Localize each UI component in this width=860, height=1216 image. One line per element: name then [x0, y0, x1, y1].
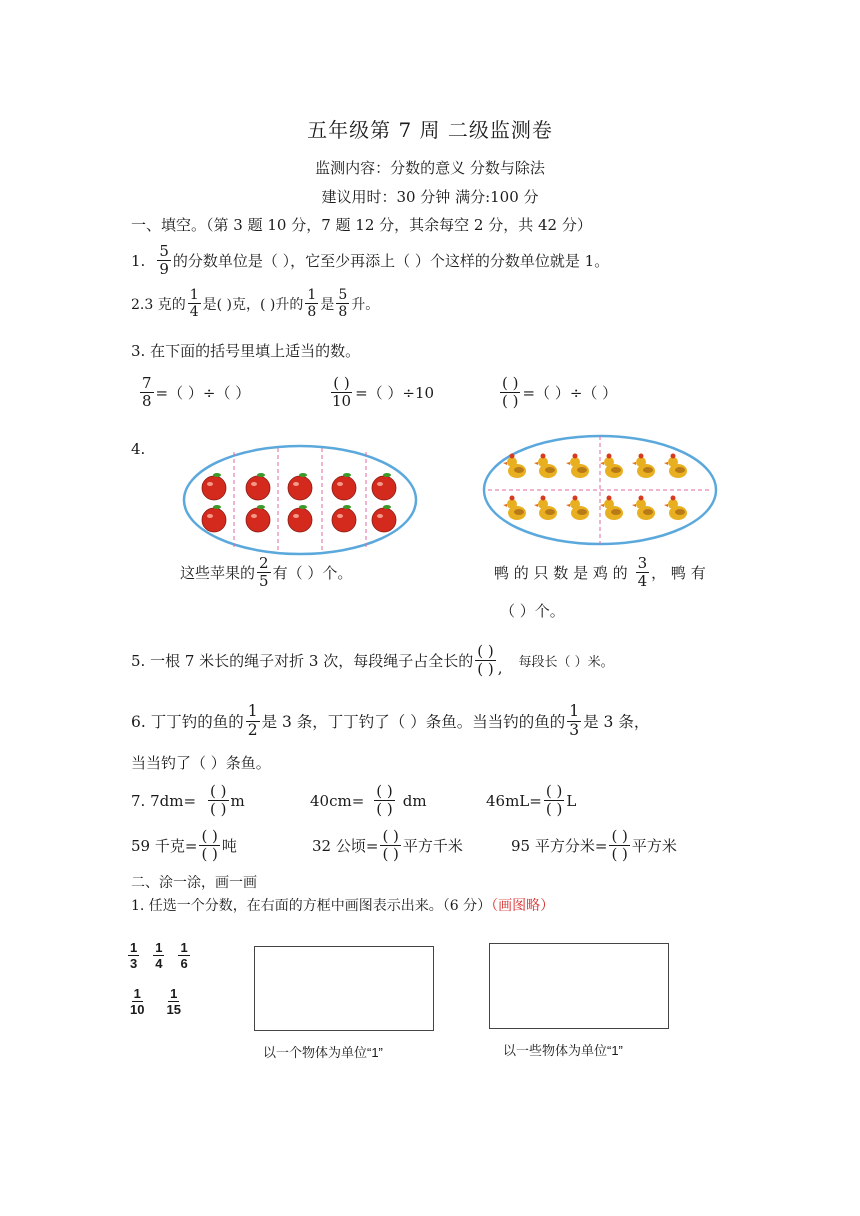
- q5-tail: 每段长（ ）米。: [518, 655, 614, 670]
- q3c-text: =（ ）÷（ ）: [522, 384, 618, 402]
- drawing-box-single[interactable]: [254, 946, 434, 1031]
- question-4-duck-answer: （ ）个。: [500, 602, 565, 620]
- fraction-choice: $\frac{1}{3}$: [130, 940, 138, 971]
- question-3a: [138, 376, 250, 409]
- drawing-box-single-label: 以一个物体为单位“1”: [263, 1045, 383, 1060]
- q2-f2-num: 1: [307, 287, 317, 303]
- q7-r2b-num: ( ): [382, 827, 399, 845]
- s2q1-note: （画图略）: [491, 898, 555, 914]
- q1-text: 的分数单位是（ ），它至少再添上（ ）个这样的分数单位就是 1。: [172, 252, 610, 270]
- q7-r2c-num: ( ): [611, 827, 628, 845]
- question-3c: [498, 376, 617, 409]
- question-3b: [328, 376, 434, 409]
- q7-r1a-num: ( ): [210, 782, 227, 800]
- q7-r1b-den: ( ): [376, 800, 393, 818]
- q7-r1b-unit: dm: [402, 791, 427, 810]
- q4-apple-a: 这些苹果的: [180, 564, 256, 582]
- q4-duck-den: 4: [637, 572, 648, 590]
- question-1: [131, 244, 609, 277]
- q2-part-c: 是: [320, 296, 335, 313]
- q5-den: ( ): [477, 660, 494, 678]
- question-3-heading: 3. 在下面的括号里填上适当的数。: [131, 342, 361, 360]
- q4-duck-a: 鸭 的 只 数 是 鸡 的: [494, 564, 628, 582]
- q2-fraction-2: [305, 288, 318, 319]
- q7-r2a-den: ( ): [201, 845, 218, 863]
- page-title: 五年级第 7 周 二级监测卷: [307, 118, 553, 142]
- q4-apple-den: 5: [259, 572, 269, 590]
- q3c-den: ( ): [502, 392, 519, 410]
- q3a-den: 8: [142, 392, 152, 410]
- q3b-den: 10: [332, 392, 352, 410]
- question-7-b: [310, 784, 427, 817]
- q6-c: 是 3 条，: [583, 713, 650, 731]
- q3a-text: =（ ）÷（ ）: [155, 384, 251, 402]
- q7-r1a: 7. 7dm=: [131, 791, 197, 810]
- q2-fraction-1: [188, 288, 201, 319]
- question-7-e: [312, 829, 463, 862]
- question-6: [131, 704, 649, 738]
- q4-apple-num: 2: [259, 554, 269, 572]
- fraction-choice: $\frac{1}{6}$: [180, 940, 188, 971]
- q3b-num: ( ): [333, 374, 350, 392]
- q5-text: 5. 一根 7 米长的绳子对折 3 次，每段绳子占全长的: [131, 652, 474, 670]
- q7-r2b-unit: 平方千米: [402, 837, 463, 855]
- q7-r2a: 59 千克=: [131, 837, 198, 855]
- question-4-label: 4.: [131, 440, 146, 458]
- q2-part-a: 2.3 克的: [131, 296, 186, 313]
- q1-prefix: 1.: [131, 251, 146, 270]
- fraction-choice: $\frac{1}{4}$: [155, 940, 163, 971]
- question-7-c: [486, 784, 576, 817]
- fraction-choice: $\frac{1}{15}$: [166, 986, 181, 1017]
- q2-f1-den: 4: [189, 304, 199, 320]
- q2-part-b: 是( )克，( )升的: [202, 296, 304, 313]
- q7-r2a-unit: 吨: [221, 837, 237, 855]
- question-6-line2: 当当钓了（ ）条鱼。: [131, 754, 271, 772]
- question-7-d: [131, 829, 237, 862]
- q2-f2-den: 8: [307, 304, 317, 320]
- q7-r2c-unit: 平方米: [631, 837, 677, 855]
- section2-heading: 二、涂一涂，画一画: [131, 874, 257, 890]
- q2-part-d: 升。: [351, 296, 380, 313]
- q6-b: 是 3 条，丁丁钓了（ ）条鱼。当当钓的鱼的: [261, 713, 566, 731]
- q2-f1-num: 1: [189, 287, 199, 303]
- q1-fraction-num: 5: [159, 242, 169, 260]
- q7-r1c-den: ( ): [545, 800, 563, 818]
- question-5: [131, 644, 614, 677]
- q4-apple-b: 有（ ）个。: [272, 564, 353, 582]
- q3a-num: 7: [142, 374, 152, 392]
- section2-question-1: [131, 895, 554, 915]
- q7-r2c-den: ( ): [611, 845, 628, 863]
- q7-r2a-num: ( ): [201, 827, 218, 845]
- q7-r2c: 95 平方分米=: [511, 837, 608, 855]
- q5-num: ( ): [477, 642, 494, 660]
- drawing-box-group-label: 以一些物体为单位“1”: [503, 1043, 623, 1058]
- q2-fraction-3: [336, 288, 349, 319]
- q6-a: 6. 丁丁钓的鱼的: [131, 713, 244, 731]
- drawing-box-group[interactable]: [489, 943, 669, 1029]
- q7-r1b: 40cm=: [310, 791, 365, 810]
- chick-ellipse-figure: [480, 430, 720, 550]
- q6-n2: 1: [569, 702, 580, 720]
- q7-r2b: 32 公顷=: [312, 837, 379, 855]
- q2-f3-den: 8: [338, 304, 348, 320]
- q6-d2: 3: [569, 720, 580, 739]
- q7-r2b-den: ( ): [382, 845, 399, 863]
- q6-d1: 2: [247, 720, 258, 739]
- q4-duck-num: 3: [637, 554, 648, 572]
- time-score: 建议用时：30 分钟 满分:100 分: [321, 188, 539, 206]
- q2-f3-num: 5: [338, 287, 348, 303]
- apple-ellipse-figure: [180, 440, 420, 560]
- q3b-text: =（ ）÷10: [355, 384, 435, 402]
- question-7-a: [131, 784, 245, 817]
- question-4-duck-text: [494, 556, 706, 589]
- question-2: [131, 288, 379, 319]
- fraction-choice: $\frac{1}{10}$: [130, 986, 145, 1017]
- q1-fraction: [157, 244, 171, 277]
- q4-duck-b: ， 鸭 有: [651, 564, 706, 582]
- q7-r1a-den: ( ): [210, 800, 227, 818]
- section1-heading: 一、填空。（第 3 题 10 分，7 题 12 分，其余每空 2 分，共 42 分）: [131, 216, 592, 234]
- q7-r1c: 46mL=: [486, 791, 542, 810]
- monitor-content: 监测内容：分数的意义 分数与除法: [315, 159, 545, 177]
- q7-r1c-unit: L: [566, 791, 577, 810]
- q6-n1: 1: [247, 702, 258, 720]
- q7-r1b-num: ( ): [376, 782, 393, 800]
- question-7-f: [511, 829, 677, 862]
- fraction-choices-row2: [126, 987, 185, 1016]
- q7-r1c-num: ( ): [545, 782, 563, 800]
- q1-fraction-den: 9: [159, 260, 169, 278]
- q7-r1a-unit: m: [230, 791, 245, 810]
- question-4-apple-text: [180, 556, 352, 589]
- fraction-choices-row1: [126, 941, 192, 970]
- q5-comma: ,: [497, 659, 503, 677]
- q3c-num: ( ): [502, 374, 519, 392]
- s2q1-text: 1. 任选一个分数，在右面的方框中画图表示出来。（6 分）: [131, 898, 492, 914]
